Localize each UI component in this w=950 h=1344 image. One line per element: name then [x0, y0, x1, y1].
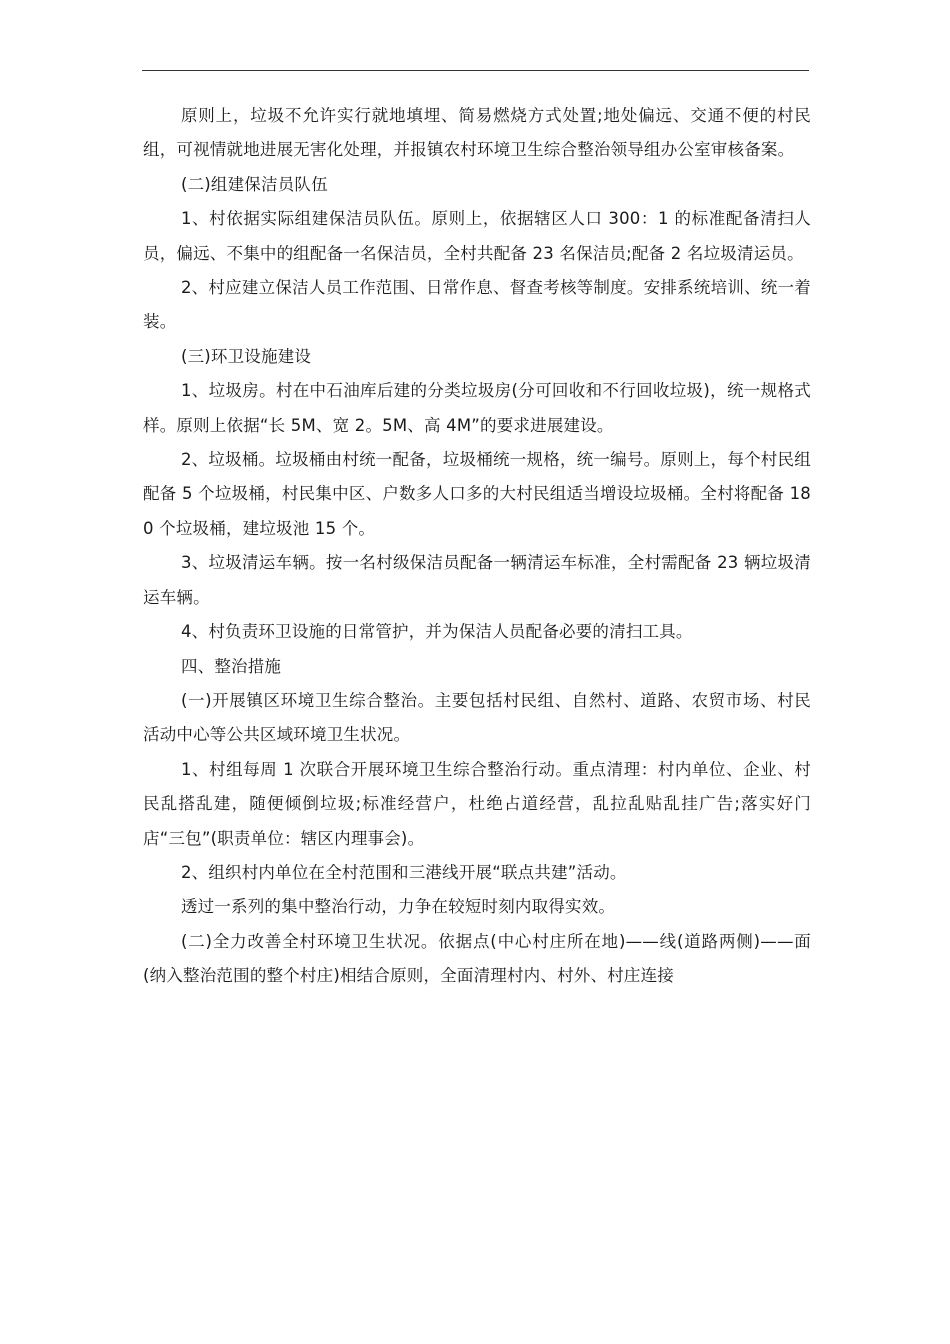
section-heading: (二)组建保洁员队伍: [180, 174, 328, 194]
paragraph: 2、垃圾桶。垃圾桶由村统一配备，垃圾桶统一规格，统一编号。原则上，每个村民组配备 5 个垃圾桶，村民集中区、户数多人口多的大村民组适当增设垃圾桶。全村将配备 180 个垃圾桶，建垃圾池 15 个。: [143, 450, 811, 538]
paragraph: 2、组织村内单位在全村范围和三港线开展“联点共建”活动。: [180, 862, 627, 882]
paragraph: 原则上，垃圾不允许实行就地填埋、简易燃烧方式处置;地处偏远、交通不便的村民组，可视情就地进展无害化处理，并报镇农村环境卫生综合整治领导组办公室审核备案。: [143, 106, 811, 160]
paragraph: 1、村组每周 1 次联合开展环境卫生综合整治行动。重点清理：村内单位、企业、村民乱搭乱建，随便倾倒垃圾;标准经营户，杜绝占道经营，乱拉乱贴乱挂广告;落实好门店“三包”(职责单位：辖区内理事会)。: [143, 759, 811, 848]
paragraph: (二)全力改善全村环境卫生状况。依据点(中心村庄所在地)——线(道路两侧)——面(纳入整治范围的整个村庄)相结合原则，全面清理村内、村外、村庄连接: [143, 931, 811, 986]
document-body: [143, 99, 811, 994]
paragraph: 2、村应建立保洁人员工作范围、日常作息、督查考核等制度。安排系统培训、统一着装。: [143, 278, 811, 332]
section-heading: (三)环卫设施建设: [180, 346, 312, 366]
paragraph: 1、垃圾房。村在中石油库后建的分类垃圾房(分可回收和不行回收垃圾)，统一规格式样。原则上依据“长 5M、宽 2。5M、高 4M”的要求进展建设。: [143, 381, 811, 435]
paragraph: 3、垃圾清运车辆。按一名村级保洁员配备一辆清运车标准，全村需配备 23 辆垃圾清运车辆。: [143, 553, 811, 607]
paragraph: (一)开展镇区环境卫生综合整治。主要包括村民组、自然村、道路、农贸市场、村民活动中心等公共区域环境卫生状况。: [143, 690, 811, 745]
paragraph: 4、村负责环卫设施的日常管护，并为保洁人员配备必要的清扫工具。: [180, 622, 693, 642]
paragraph: 透过一系列的集中整治行动，力争在较短时刻内取得实效。: [180, 897, 616, 917]
paragraph: 1、村依据实际组建保洁员队伍。原则上，依据辖区人口 300：1 的标准配备清扫人员，偏远、不集中的组配备一名保洁员，全村共配备 23 名保洁员;配备 2 名垃圾清运员。: [143, 209, 811, 263]
header-rule: [142, 70, 809, 71]
section-heading: 四、整治措施: [180, 656, 282, 676]
